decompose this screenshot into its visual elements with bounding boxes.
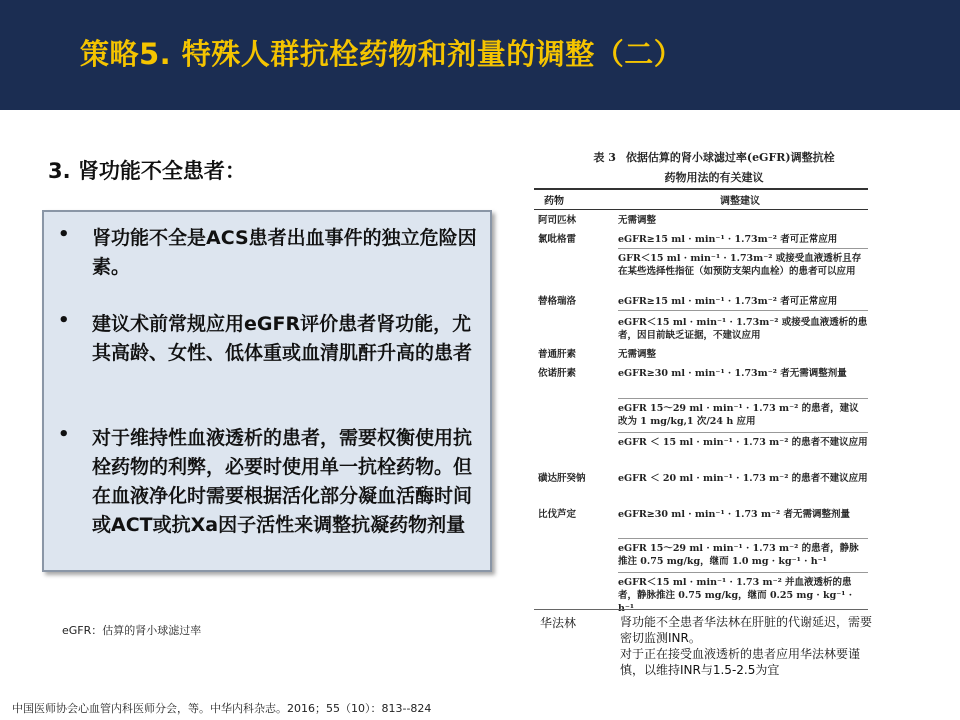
bullet-text: 对于维持性血液透析的患者，需要权衡使用抗栓药物的利弊，必要时使用单一抗栓药物。但在血液净化时需要根据活化部分凝血活酶时间或ACT或抗Xa因子活性来调整抗凝药物剂量 <box>92 427 473 536</box>
warfarin-drug: 华法林 <box>540 616 577 630</box>
bullet-item <box>58 424 478 540</box>
table-cell-advice: eGFR＜15 ml · min⁻¹ · 1.73 m⁻² 并血液透析的患者，静脉推注 0.75 mg/kg，继而 0.25 mg · kg⁻¹ · <box>618 577 853 601</box>
bullet-item <box>58 310 478 368</box>
bullet-text: 建议术前常规应用eGFR评价患者肾功能，尤其高龄、女性、低体重或血清肌酐升高的患者 <box>92 313 473 364</box>
section-title: 3. 肾功能不全患者： <box>48 159 246 183</box>
table-row-divider <box>618 572 868 573</box>
table-cell-advice: eGFR≥30 ml · min⁻¹ · 1.73m⁻² 者无需调整剂量 <box>618 368 847 379</box>
table-header-rule <box>534 209 868 210</box>
bullet-text: 肾功能不全是ACS患者出血事件的独立危险因素。 <box>92 227 477 278</box>
table-cell-advice: eGFR≥15 ml · min⁻¹ · 1.73m⁻² 者可正常应用 <box>618 296 838 307</box>
table-cell-advice: eGFR≥30 ml · min⁻¹ · 1.73 m⁻² 者无需调整剂量 <box>618 509 851 520</box>
table-row-divider <box>618 538 868 539</box>
table-cell-advice: 无需调整 <box>618 349 657 360</box>
bullet-icon: • <box>58 424 70 445</box>
table-cell-advice: eGFR＜15 ml · min⁻¹ · 1.73m⁻² 或接受血液透析的患者，因目前缺乏证据，不建议应用 <box>618 317 868 341</box>
table-row-divider <box>618 310 868 311</box>
table-cell-advice: eGFR 15～29 ml · min⁻¹ · 1.73 m⁻² 的患者，建议改为 1 mg/kg,1 次/24 h 应用 <box>618 403 859 427</box>
key-points-box <box>42 210 492 572</box>
table-label: 表 3 <box>593 151 616 164</box>
table-cell-advice: eGFR 15～29 ml · min⁻¹ · 1.73 m⁻² 的患者，静脉推注 0.75 mg/kg，继而 1.0 mg · kg⁻¹ · h⁻¹ <box>618 543 859 567</box>
table-caption <box>564 148 864 188</box>
table-cell-drug: 阿司匹林 <box>538 215 577 226</box>
citation: 中国医师协会心血管内科医师分会，等。中华内科杂志。2016；55（10）：813--824 <box>12 702 432 715</box>
table-cell-drug: 磺达肝癸钠 <box>538 473 586 484</box>
table-top-rule <box>534 188 868 190</box>
table-cell-drug: 依诺肝素 <box>538 368 577 379</box>
warfarin-advice <box>620 614 880 678</box>
slide-title: 策略5. 特殊人群抗栓药物和剂量的调整（二） <box>80 37 684 71</box>
table-row-divider <box>618 398 868 399</box>
table-cell-advice: GFR＜15 ml · min⁻¹ · 1.73m⁻² 或接受血液透析且存在某些选择性指征（如预防支架内血栓）的患者可以应用 <box>618 253 862 277</box>
title-bar <box>0 0 960 110</box>
table-cell-drug: 氯吡格雷 <box>538 234 577 245</box>
bullet-icon: • <box>58 224 70 245</box>
table-caption-line2: 药物用法的有关建议 <box>664 171 764 184</box>
warfarin-advice-line1: 肾功能不全患者华法林在肝脏的代谢延迟，需要密切监测INR。 <box>620 615 873 645</box>
bullet-icon: • <box>58 310 70 331</box>
table-cell-advice: eGFR≥15 ml · min⁻¹ · 1.73m⁻² 者可正常应用 <box>618 234 838 245</box>
table-cell-drug: 比伐芦定 <box>538 509 577 520</box>
table-bottom-rule <box>534 609 868 610</box>
bullet-item <box>58 224 478 282</box>
egfr-table <box>530 140 875 610</box>
table-cell-advice: 无需调整 <box>618 215 657 226</box>
table-cell-drug: 替格瑞洛 <box>538 296 577 307</box>
table-header-drug: 药物 <box>544 196 564 207</box>
warfarin-advice-line2: 对于正在接受血液透析的患者应用华法林要谨慎，以维持INR与1.5-2.5为宜 <box>620 647 861 677</box>
table-row-divider <box>618 248 868 249</box>
table-cell-drug: 普通肝素 <box>538 349 577 360</box>
table-cell-advice: eGFR ＜ 15 ml · min⁻¹ · 1.73 m⁻² 的患者不建议应用 <box>618 437 868 448</box>
table-caption-line1: 依据估算的肾小球滤过率(eGFR)调整抗栓 <box>625 151 835 164</box>
table-header-advice: 调整建议 <box>720 196 760 207</box>
abbreviation-note: eGFR：估算的肾小球滤过率 <box>62 624 202 637</box>
table-cell-advice: eGFR ＜ 20 ml · min⁻¹ · 1.73 m⁻² 的患者不建议应用 <box>618 473 868 484</box>
table-row-divider <box>618 432 868 433</box>
